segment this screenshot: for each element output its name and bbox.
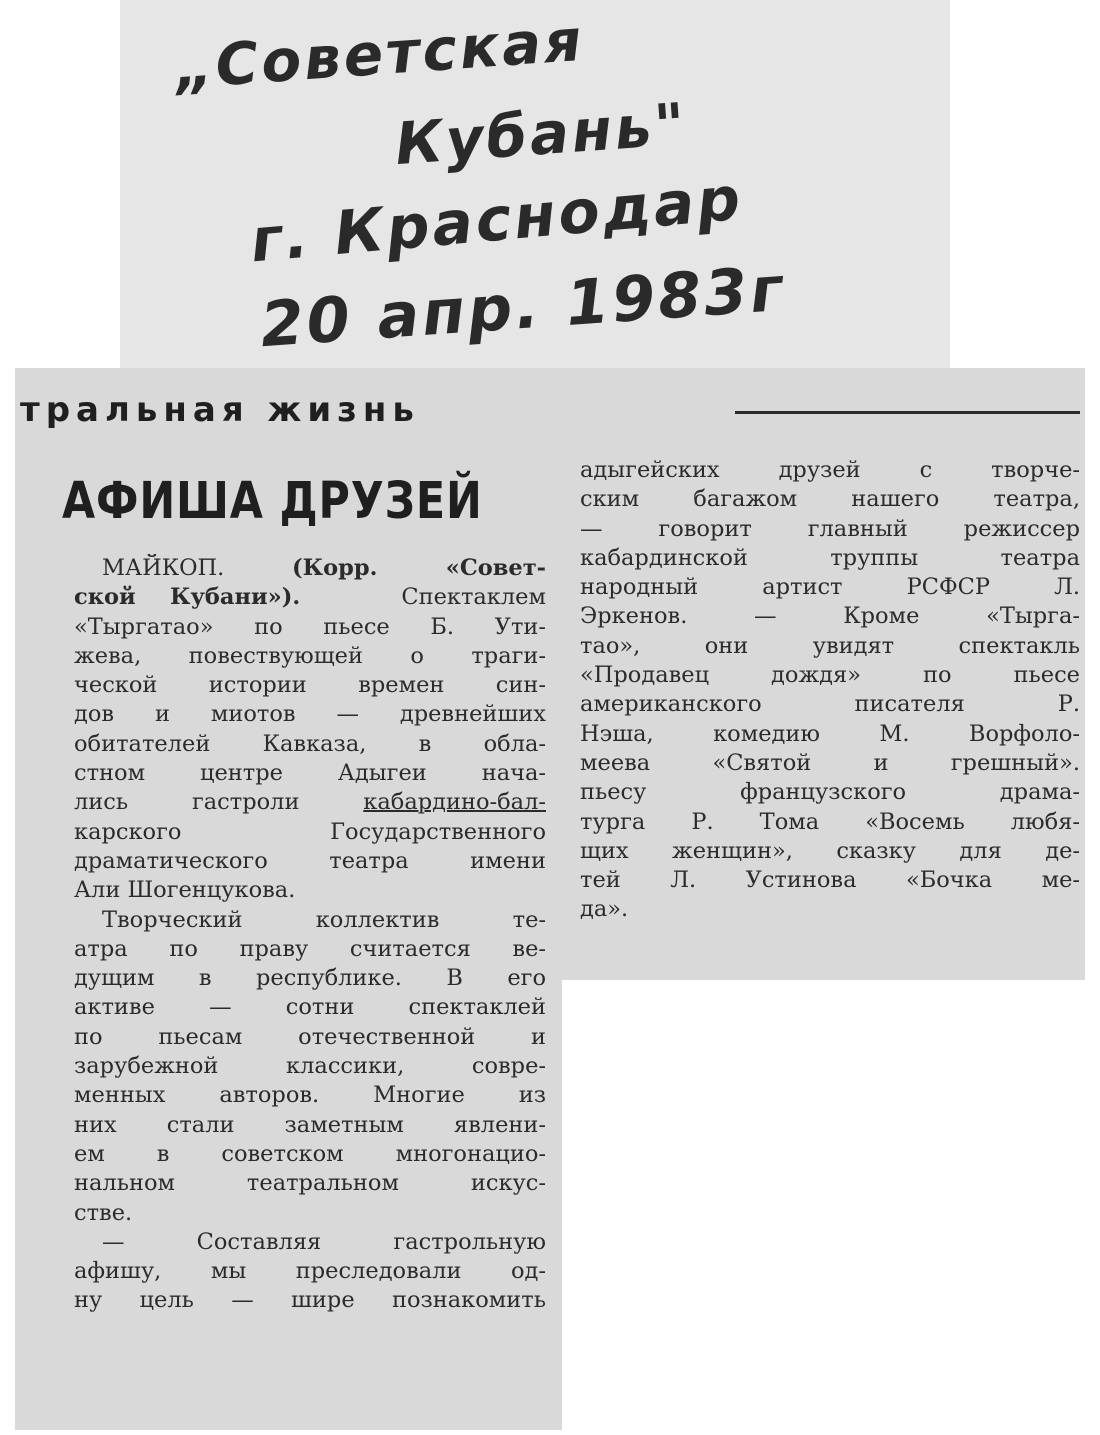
article-headline: АФИША ДРУЗЕЙ: [62, 472, 483, 531]
header-rule: [735, 411, 1080, 414]
article-line: атра по праву считается ве-: [74, 935, 546, 962]
article-line: тей Л. Устинова «Бочка ме-: [580, 867, 1080, 894]
article-line: пьесу французского драма-: [580, 779, 1080, 806]
article-line: [74, 583, 546, 612]
article-line: драматического театра имени: [74, 847, 546, 874]
article-line: карского Государственного: [74, 818, 546, 845]
article-line: зарубежной классики, совре-: [74, 1053, 546, 1080]
article-line: ем в советском многонацио-: [74, 1140, 546, 1167]
article-line: них стали заметным явлени-: [74, 1111, 546, 1138]
article-line: дов и миотов — древнейших: [74, 701, 546, 728]
correspondent-credit: ской Кубани»).: [74, 584, 301, 611]
article-line: ским багажом нашего театра,: [580, 486, 1080, 513]
article-line: обитателей Кавказа, в обла-: [74, 730, 546, 757]
article-line: щих женщин», сказку для де-: [580, 837, 1080, 864]
article-line: кабардинской труппы театра: [580, 544, 1080, 571]
article-line: дущим в республике. В его: [74, 965, 546, 992]
article-line: — говорит главный режиссер: [580, 515, 1080, 542]
article-line: Творческий коллектив те-: [102, 906, 546, 933]
article-line: ческой истории времен син-: [74, 672, 546, 699]
article-text: лись гастроли: [74, 789, 364, 816]
handwritten-newspaper-name-line-1: „Советская: [173, 5, 587, 103]
article-line: турга Р. Тома «Восемь любя-: [580, 808, 1080, 835]
article-line: адыгейских друзей с творче-: [580, 457, 1080, 483]
article-line: — Составляя гастрольную: [102, 1228, 546, 1255]
handwritten-date: 20 апр. 1983г: [258, 251, 788, 362]
handwritten-newspaper-name-line-2: Кубань": [392, 89, 690, 179]
article-text: Спектаклем: [401, 584, 546, 611]
underlined-text: кабардино-бал-: [363, 789, 546, 816]
article-line: американского писателя Р.: [580, 691, 1080, 718]
article-line: «Продавец дождя» по пьесе: [580, 662, 1080, 689]
article-line: меева «Святой и грешный».: [580, 749, 1080, 776]
handwritten-city: г. Краснодар: [247, 163, 746, 277]
article-line: Али Шогенцукова.: [74, 877, 296, 904]
article-line: жева, повествующей о траги-: [74, 642, 546, 669]
article-line: стве.: [74, 1199, 133, 1226]
article-right-column: [580, 456, 1080, 925]
article-line: тао», они увидят спектакль: [580, 632, 1080, 659]
article-line: [74, 554, 546, 583]
section-header: тральная жизнь: [20, 390, 420, 430]
article-line: менных авторов. Многие из: [74, 1082, 546, 1109]
article-line: стном центре Адыгеи нача-: [74, 760, 546, 787]
dateline: МАЙКОП.: [102, 555, 225, 581]
article-line: Нэша, комедию М. Ворфоло-: [580, 720, 1080, 747]
article-left-column: [74, 554, 546, 1316]
article-line: «Тыргатао» по пьесе Б. Ути-: [74, 613, 546, 640]
article-line: Эркенов. — Кроме «Тырга-: [580, 603, 1080, 630]
article-line: афишу, мы преследовали од-: [74, 1258, 546, 1285]
article-line: [74, 788, 546, 817]
article-line: ну цель — шире познакомить: [74, 1287, 546, 1314]
article-line: народный артист РСФСР Л.: [580, 574, 1080, 601]
article-line: по пьесам отечественной и: [74, 1023, 546, 1050]
article-line: нальном театральном искус-: [74, 1170, 546, 1197]
article-line: активе — сотни спектаклей: [74, 994, 546, 1021]
correspondent-credit: (Корр. «Совет-: [292, 555, 546, 581]
article-line: да».: [580, 896, 629, 923]
